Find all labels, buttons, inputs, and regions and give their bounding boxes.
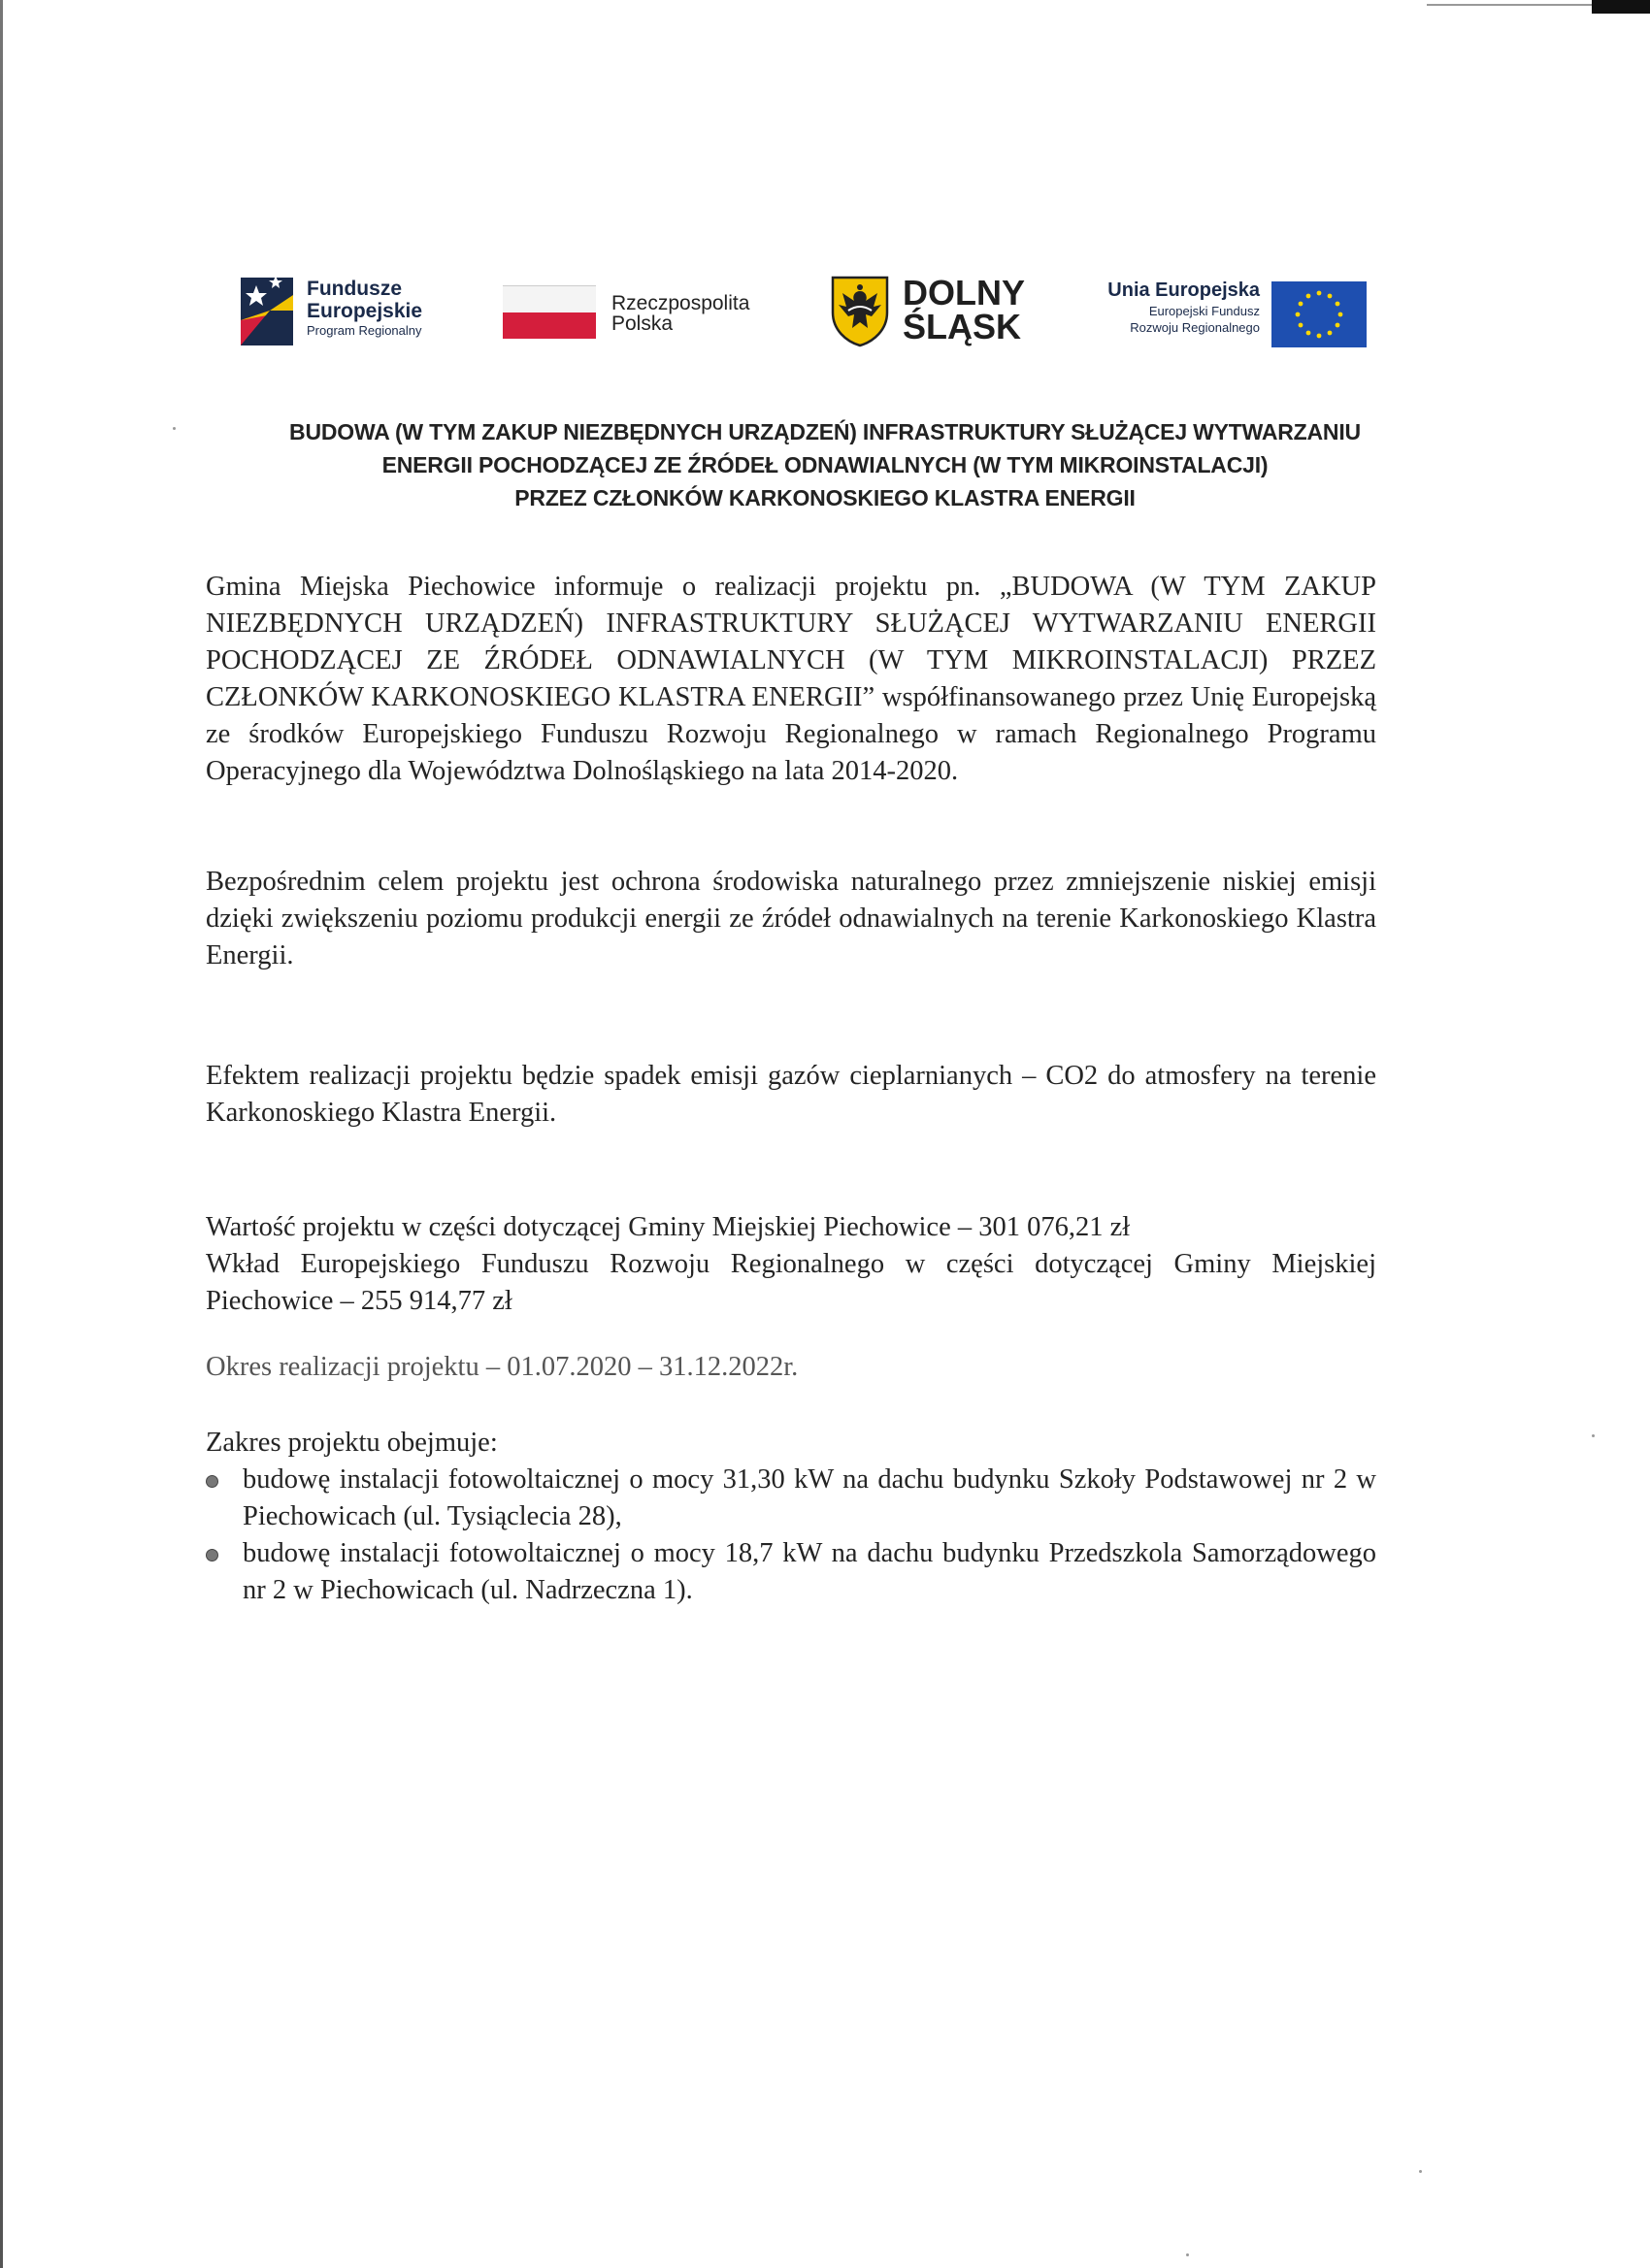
ds-line1: DOLNY (903, 273, 1025, 312)
fe-line3: Program Regionalny (307, 323, 422, 338)
ue-line3: Rozwoju Regionalnego (1130, 320, 1260, 335)
logo-unia-europejska (1087, 272, 1378, 349)
logo-bar (233, 272, 1378, 359)
scope-list (206, 1462, 1376, 1609)
effect-paragraph: Efektem realizacji projektu będzie spadek emisji gazów cieplarnianych – CO2 do atmosfery na terenie Karkonoskiego Klastra Energii. (206, 1061, 1376, 1128)
logo-dolny-slask (829, 274, 1052, 351)
bullet-icon (206, 1475, 218, 1488)
goal-paragraph: Bezpośrednim celem projektu jest ochrona środowiska naturalnego przez zmniejszenie niskiej emisji dzięki zwiększeniu poziomu produkcji energii ze źródeł odnawialnych na terenie Karkonoskiego Klastra Energii. (206, 867, 1376, 970)
fundusze-europejskie-icon (241, 272, 297, 349)
funding-paragraph (206, 1209, 1376, 1320)
scan-speck (1186, 2253, 1189, 2256)
heading-line1: BUDOWA (W TYM ZAKUP NIEZBĘDNYCH URZĄDZEŃ) INFRASTRUKTURY SŁUŻĄCEJ WYTWARZANIU (289, 419, 1361, 444)
bullet-icon (206, 1549, 218, 1561)
dolny-slask-eagle-icon (829, 274, 891, 347)
scan-speck (1592, 1434, 1595, 1437)
eu-flag-icon (1271, 281, 1367, 347)
list-item (206, 1535, 1376, 1609)
project-value-line: Wartość projektu w części dotyczącej Gminy Miejskiej Piechowice – 301 076,21 zł (206, 1212, 1131, 1242)
scan-edge (0, 0, 3, 2268)
scan-mark (1592, 0, 1650, 14)
heading-line3: PRZEZ CZŁONKÓW KARKONOSKIEGO KLASTRA ENERGII (514, 485, 1136, 510)
scope-item-text: budowę instalacji fotowoltaicznej o mocy 31,30 kW na dachu budynku Szkoły Podstawowej nr 2 w Piechowicach (ul. Tysiąclecia 28), (243, 1464, 1376, 1531)
scope-intro: Zakres projektu obejmuje: (206, 1428, 498, 1458)
scan-mark-line (1427, 4, 1592, 6)
list-item (206, 1462, 1376, 1535)
scan-speck (1419, 2170, 1422, 2173)
logo-rzeczpospolita-polska (503, 285, 794, 353)
scan-speck (173, 427, 176, 430)
ue-line1: Unia Europejska (1107, 279, 1260, 301)
rp-line1: Rzeczpospolita (611, 292, 750, 314)
intro-paragraph: Gmina Miejska Piechowice informuje o realizacji projektu pn. „BUDOWA (W TYM ZAKUP NIEZBĘDNYCH URZĄDZEŃ) INFRASTRUKTURY SŁUŻĄCEJ WYTWARZANIU ENERGII POCHODZĄCEJ ZE ŹRÓDEŁ ODNAWIALNYCH (W TYM MIKROINSTALACJI) PRZEZ CZŁONKÓW KARKONOSKIEGO KLASTRA ENERGII” współfinansowanego przez Unię Europejską ze środków Europejskiego Funduszu Rozwoju Regionalnego w ramach Regionalnego Programu Operacyjnego dla Województwa Dolnośląskiego na lata 2014-2020. (206, 572, 1376, 786)
ue-line2: Europejski Fundusz (1148, 304, 1260, 318)
efrr-contribution-line: Wkład Europejskiego Funduszu Rozwoju Regionalnego w części dotyczącej Gminy Miejskiej Piechowice – 255 914,77 zł (206, 1249, 1376, 1316)
period-line: Okres realizacji projektu – 01.07.2020 – 31.12.2022r. (206, 1352, 799, 1382)
logo-fundusze-europejskie (241, 272, 474, 349)
rp-line2: Polska (611, 312, 674, 335)
scope-item-text: budowę instalacji fotowoltaicznej o mocy 18,7 kW na dachu budynku Przedszkola Samorządowego nr 2 w Piechowicach (ul. Nadrzeczna 1). (243, 1538, 1376, 1605)
scope-section (206, 1425, 1376, 1609)
fe-line2: Europejskie (307, 300, 423, 322)
heading-line2: ENERGII POCHODZĄCEJ ZE ŹRÓDEŁ ODNAWIALNYCH (W TYM MIKROINSTALACJI) (381, 452, 1269, 477)
fe-line1: Fundusze (307, 278, 402, 300)
document-heading (184, 415, 1466, 514)
ds-line2: ŚLĄSK (903, 307, 1022, 346)
polish-flag-icon (503, 285, 596, 338)
